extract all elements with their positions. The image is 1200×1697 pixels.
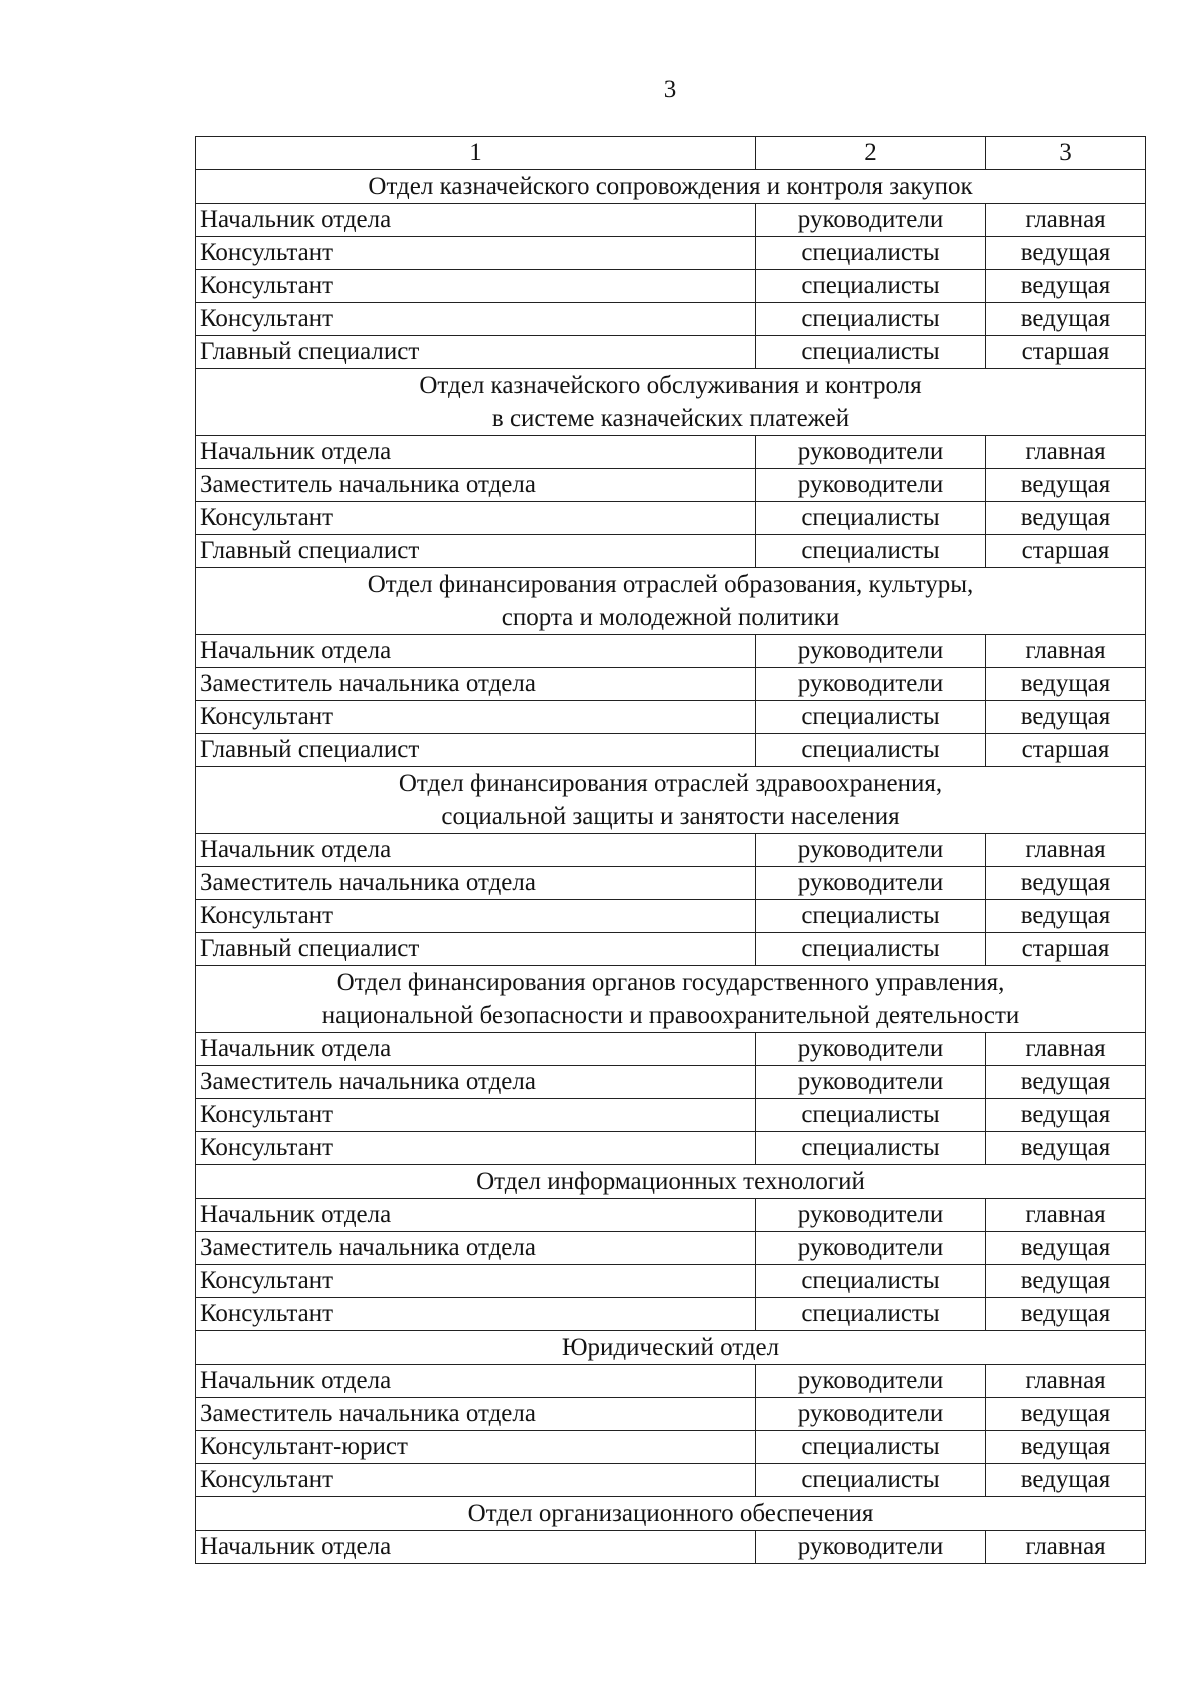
position-cell: Консультант: [196, 303, 756, 336]
table-row: [196, 1431, 1146, 1464]
table-row: [196, 933, 1146, 966]
category-cell: руководители: [756, 1033, 986, 1066]
section-title: [196, 170, 1146, 204]
position-cell: Консультант: [196, 1099, 756, 1132]
column-header-2: 2: [756, 137, 986, 170]
group-cell: старшая: [986, 535, 1146, 568]
position-cell: Начальник отдела: [196, 1531, 756, 1564]
category-cell: руководители: [756, 1398, 986, 1431]
position-cell: Консультант: [196, 701, 756, 734]
category-cell: специалисты: [756, 1132, 986, 1165]
position-cell: Главный специалист: [196, 336, 756, 369]
table-row: [196, 668, 1146, 701]
category-cell: руководители: [756, 1232, 986, 1265]
position-cell: Заместитель начальника отдела: [196, 867, 756, 900]
group-cell: ведущая: [986, 237, 1146, 270]
table-row: [196, 502, 1146, 535]
table-row: [196, 1298, 1146, 1331]
position-cell: Главный специалист: [196, 734, 756, 767]
category-cell: руководители: [756, 1066, 986, 1099]
table-row: [196, 1033, 1146, 1066]
category-cell: руководители: [756, 436, 986, 469]
table-row: [196, 1464, 1146, 1497]
section-title-line: Юридический отдел: [561, 1334, 780, 1361]
group-cell: ведущая: [986, 1132, 1146, 1165]
table-header-row: [196, 137, 1146, 170]
section-title: [196, 1165, 1146, 1199]
table-row: [196, 867, 1146, 900]
category-cell: руководители: [756, 635, 986, 668]
section-title-line: Отдел финансирования отраслей образования, культуры,: [367, 571, 974, 598]
group-cell: главная: [986, 1033, 1146, 1066]
category-cell: специалисты: [756, 1099, 986, 1132]
group-cell: ведущая: [986, 668, 1146, 701]
table-row: [196, 336, 1146, 369]
table-row: [196, 204, 1146, 237]
position-cell: Заместитель начальника отдела: [196, 1398, 756, 1431]
table-row: [196, 436, 1146, 469]
table-row: [196, 270, 1146, 303]
section-header-row: [196, 1497, 1146, 1531]
table-row: [196, 701, 1146, 734]
group-cell: старшая: [986, 336, 1146, 369]
category-cell: специалисты: [756, 1265, 986, 1298]
section-header-row: [196, 1331, 1146, 1365]
group-cell: ведущая: [986, 1398, 1146, 1431]
position-cell: Начальник отдела: [196, 1365, 756, 1398]
section-title-line: Отдел организационного обеспечения: [467, 1500, 874, 1527]
category-cell: руководители: [756, 668, 986, 701]
group-cell: ведущая: [986, 502, 1146, 535]
section-title: [196, 369, 1146, 436]
section-header-row: [196, 568, 1146, 635]
category-cell: специалисты: [756, 237, 986, 270]
group-cell: ведущая: [986, 469, 1146, 502]
table-row: [196, 635, 1146, 668]
column-header-3: 3: [986, 137, 1146, 170]
section-title: [196, 568, 1146, 635]
category-cell: специалисты: [756, 270, 986, 303]
group-cell: главная: [986, 1365, 1146, 1398]
position-cell: Консультант: [196, 270, 756, 303]
page-number: 3: [663, 76, 677, 103]
column-header-1: 1: [196, 137, 756, 170]
group-cell: ведущая: [986, 867, 1146, 900]
position-cell: Начальник отдела: [196, 1199, 756, 1232]
group-cell: ведущая: [986, 303, 1146, 336]
table-row: [196, 1099, 1146, 1132]
position-cell: Начальник отдела: [196, 436, 756, 469]
section-header-row: [196, 1165, 1146, 1199]
category-cell: специалисты: [756, 303, 986, 336]
positions-table-body: [196, 137, 1146, 1564]
position-cell: Главный специалист: [196, 535, 756, 568]
category-cell: руководители: [756, 1531, 986, 1564]
category-cell: специалисты: [756, 1431, 986, 1464]
group-cell: ведущая: [986, 900, 1146, 933]
table-row: [196, 237, 1146, 270]
position-cell: Консультант-юрист: [196, 1431, 756, 1464]
category-cell: специалисты: [756, 336, 986, 369]
category-cell: руководители: [756, 834, 986, 867]
group-cell: старшая: [986, 933, 1146, 966]
section-title-line: социальной защиты и занятости населения: [441, 803, 900, 830]
position-cell: Консультант: [196, 1464, 756, 1497]
section-title-line: Отдел финансирования органов государственного управления,: [336, 969, 1005, 996]
category-cell: руководители: [756, 1199, 986, 1232]
table-row: [196, 1066, 1146, 1099]
group-cell: ведущая: [986, 1066, 1146, 1099]
position-cell: Заместитель начальника отдела: [196, 469, 756, 502]
category-cell: специалисты: [756, 1298, 986, 1331]
position-cell: Консультант: [196, 1298, 756, 1331]
category-cell: руководители: [756, 469, 986, 502]
position-cell: Консультант: [196, 237, 756, 270]
group-cell: ведущая: [986, 1232, 1146, 1265]
section-header-row: [196, 966, 1146, 1033]
section-title-line: Отдел информационных технологий: [476, 1168, 865, 1195]
table-row: [196, 1132, 1146, 1165]
position-cell: Заместитель начальника отдела: [196, 668, 756, 701]
category-cell: специалисты: [756, 933, 986, 966]
position-cell: Консультант: [196, 502, 756, 535]
group-cell: ведущая: [986, 1265, 1146, 1298]
group-cell: главная: [986, 635, 1146, 668]
section-title: [196, 1497, 1146, 1531]
section-title: [196, 1331, 1146, 1365]
group-cell: главная: [986, 436, 1146, 469]
positions-table: [195, 136, 1146, 1564]
category-cell: специалисты: [756, 1464, 986, 1497]
category-cell: руководители: [756, 867, 986, 900]
category-cell: специалисты: [756, 701, 986, 734]
section-title-line: в системе казначейских платежей: [491, 405, 850, 432]
category-cell: специалисты: [756, 900, 986, 933]
table-row: [196, 734, 1146, 767]
group-cell: главная: [986, 1531, 1146, 1564]
section-title: [196, 767, 1146, 834]
section-header-row: [196, 170, 1146, 204]
table-row: [196, 1265, 1146, 1298]
position-cell: Консультант: [196, 1132, 756, 1165]
table-row: [196, 1365, 1146, 1398]
section-header-row: [196, 369, 1146, 436]
table-row: [196, 469, 1146, 502]
position-cell: Начальник отдела: [196, 834, 756, 867]
position-cell: Заместитель начальника отдела: [196, 1066, 756, 1099]
table-row: [196, 303, 1146, 336]
category-cell: специалисты: [756, 734, 986, 767]
section-title-line: Отдел казначейского обслуживания и контроля: [419, 372, 922, 399]
table-row: [196, 1398, 1146, 1431]
group-cell: ведущая: [986, 1431, 1146, 1464]
position-cell: Главный специалист: [196, 933, 756, 966]
category-cell: специалисты: [756, 535, 986, 568]
section-header-row: [196, 767, 1146, 834]
group-cell: ведущая: [986, 1099, 1146, 1132]
table-row: [196, 1199, 1146, 1232]
table-row: [196, 1232, 1146, 1265]
position-cell: Консультант: [196, 900, 756, 933]
category-cell: руководители: [756, 1365, 986, 1398]
group-cell: ведущая: [986, 701, 1146, 734]
section-title: [196, 966, 1146, 1033]
group-cell: старшая: [986, 734, 1146, 767]
section-title-line: Отдел казначейского сопровождения и контроля закупок: [368, 173, 973, 200]
position-cell: Начальник отдела: [196, 204, 756, 237]
section-title-line: спорта и молодежной политики: [501, 604, 840, 631]
position-cell: Консультант: [196, 1265, 756, 1298]
category-cell: руководители: [756, 204, 986, 237]
group-cell: главная: [986, 834, 1146, 867]
table-row: [196, 834, 1146, 867]
table-row: [196, 535, 1146, 568]
position-cell: Начальник отдела: [196, 635, 756, 668]
position-cell: Начальник отдела: [196, 1033, 756, 1066]
group-cell: главная: [986, 1199, 1146, 1232]
group-cell: ведущая: [986, 270, 1146, 303]
table-row: [196, 1531, 1146, 1564]
table-row: [196, 900, 1146, 933]
group-cell: главная: [986, 204, 1146, 237]
section-title-line: Отдел финансирования отраслей здравоохранения,: [398, 770, 943, 797]
group-cell: ведущая: [986, 1298, 1146, 1331]
category-cell: специалисты: [756, 502, 986, 535]
position-cell: Заместитель начальника отдела: [196, 1232, 756, 1265]
section-title-line: национальной безопасности и правоохранительной деятельности: [321, 1002, 1020, 1029]
group-cell: ведущая: [986, 1464, 1146, 1497]
